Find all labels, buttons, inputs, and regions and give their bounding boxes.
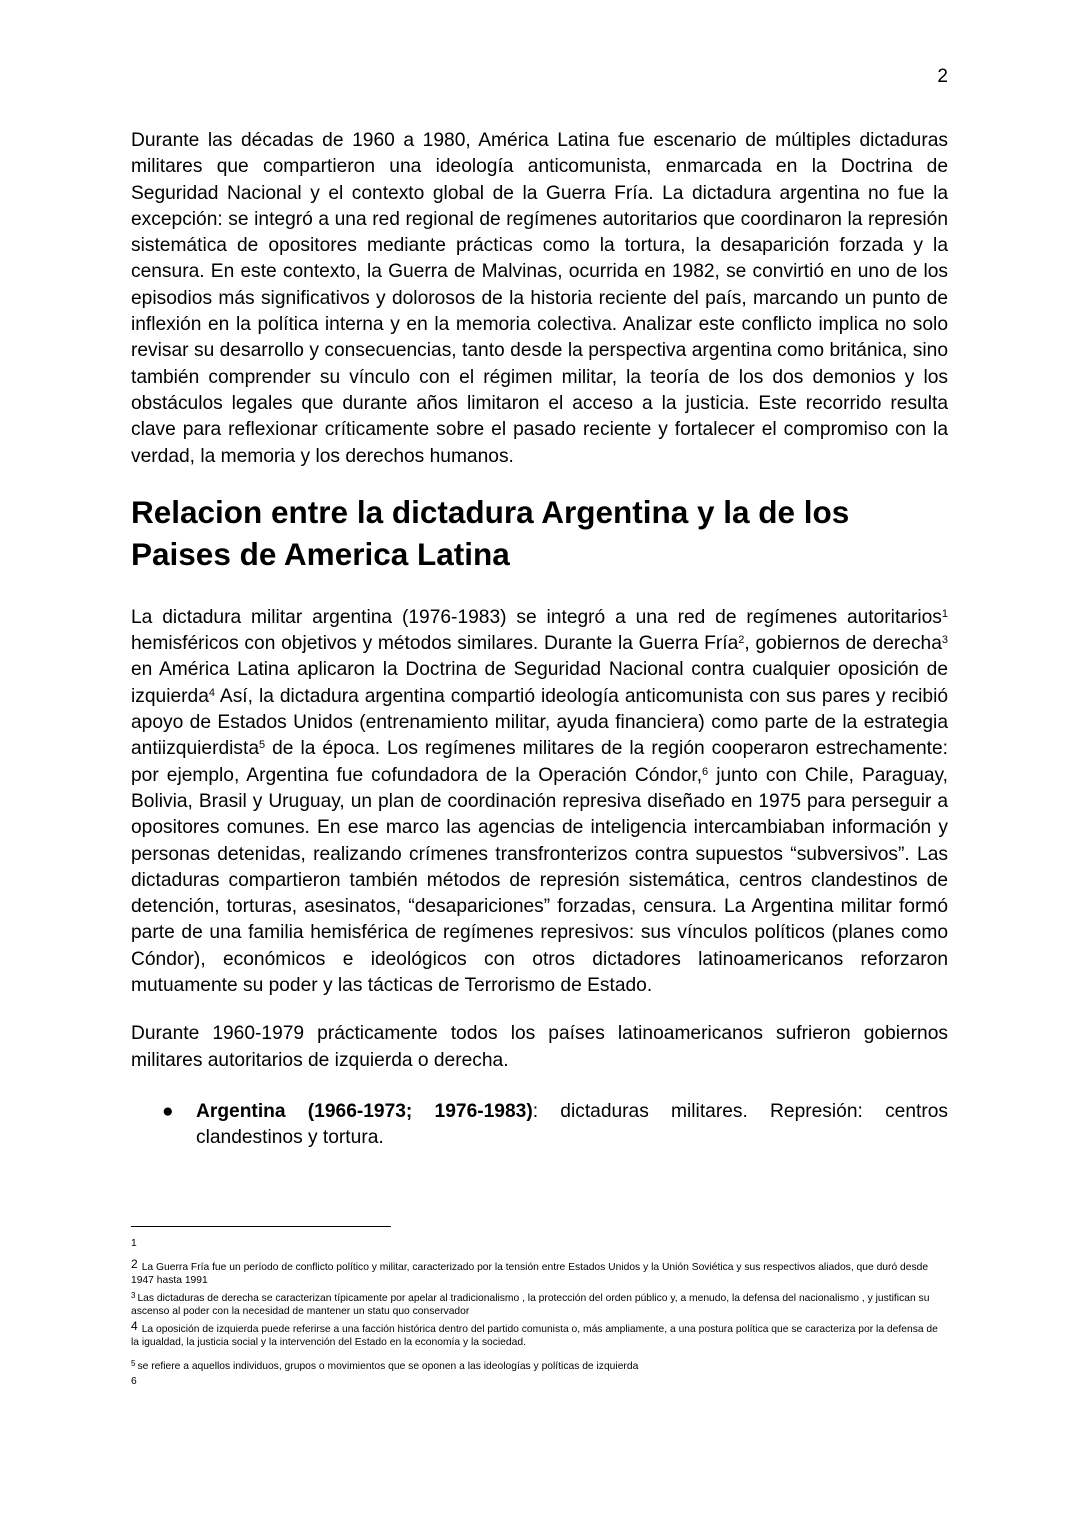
footnote-ref[interactable]: 6 xyxy=(702,765,709,778)
footnote-ref[interactable]: 1 xyxy=(941,607,948,620)
section-paragraph xyxy=(131,605,948,999)
footnote-number: 5 xyxy=(131,1359,136,1368)
section-heading: Relacion entre la dictadura Argentina y la de los Paises de America Latina xyxy=(131,493,850,572)
paragraph-text: hemisféricos con objetivos y métodos similares. Durante la Guerra Fría xyxy=(131,633,739,655)
footnote-ref[interactable]: 2 xyxy=(738,634,745,647)
paragraph-text: junto con Chile, Paraguay, Bolivia, Brasil y Uruguay, un plan de coordinación represiva diseñado en 1975 para perseguir a opositores comunes. En ese marco las agencias de inteligencia intercambiaban información y personas detenidas, realizando crímenes transfronterizos contra supuestos “subversivos”. Las dictaduras compartieron también métodos de represión sistemática, centros clandestinos de detención, torturas, asesinatos, “desapariciones” forzadas, censura. La Argentina militar formó parte de una familia hemisférica de regímenes represivos: sus vínculos políticos (planes como Cóndor), económicos e ideológicos con otros dictadores latinoamericanos reforzaron mutuamente su poder y las tácticas de Terrorismo de Estado. xyxy=(131,764,948,997)
paragraph-text: Así, la dictadura argentina compartió ideología anticomunista con sus pares y recibió apoyo de Estados Unidos (entrenamiento militar, ayuda financiera) como parte de la estrategia antiizquierdista xyxy=(131,685,948,760)
footnote xyxy=(131,1357,948,1373)
footnotes xyxy=(131,1226,948,1390)
footnote-text: La oposición de izquierda puede referirse a una facción histórica dentro del partido comunista o, más ampliamente, a una postura política que se caracteriza por la defensa de la igualdad, la justicia social y la intervención del Estado en la economía y la sociedad. xyxy=(131,1324,938,1348)
footnote-text: se refiere a aquellos individuos, grupos o movimientos que se oponen a las ideologías y políticas de izquierda xyxy=(137,1361,639,1372)
paragraph-text: en América Latina aplicaron la Doctrina de Seguridad Nacional contra cualquier oposición de izquierda xyxy=(131,659,948,707)
footnote-ref[interactable]: 3 xyxy=(941,634,949,647)
paragraph-text: La dictadura militar argentina (1976-1983) se integró a una red de regímenes autoritarios xyxy=(131,606,942,628)
page-number: 2 xyxy=(937,66,948,87)
footnote xyxy=(131,1375,948,1388)
footnote-number: 3 xyxy=(131,1291,136,1300)
footnote xyxy=(131,1258,948,1287)
footnote-ref[interactable]: 5 xyxy=(259,739,266,752)
paragraph-text: de la época. Los regímenes militares de la región cooperaron estrechamente: por ejemplo, Argentina fue cofundadora de la Operación Cóndor, xyxy=(131,738,948,786)
document-body xyxy=(131,128,948,1152)
footnote-divider xyxy=(131,1226,391,1227)
footnote-number: 4 xyxy=(131,1319,138,1333)
intro-paragraph: Durante las décadas de 1960 a 1980, América Latina fue escenario de múltiples dictaduras militares que compartieron una ideología anticomunista, enmarcada en la Doctrina de Seguridad Nacional y el contexto global de la Guerra Fría. La dictadura argentina no fue la excepción: se integró a una red regional de regímenes autoritarios que coordinaron la represión sistemática de opositores mediante prácticas como la tortura, la desaparición forzada y la censura. En este contexto, la Guerra de Malvinas, ocurrida en 1982, se convirtió en uno de los episodios más significativos y dolorosos de la historia reciente del país, marcando un punto de inflexión en la política interna y en la memoria colectiva. Analizar este conflicto implica no solo revisar su desarrollo y consecuencias, tanto desde la perspectiva argentina como británica, sino también comprender su vínculo con el régimen militar, la teoría de los dos demonios y los obstáculos legales que durante años limitaron el acceso a la justicia. Este recorrido resulta clave para reflexionar críticamente sobre el pasado reciente y fortalecer el compromiso con la verdad, la memoria y los derechos humanos. xyxy=(131,130,948,467)
paragraph-text: , gobiernos de derecha xyxy=(744,633,942,655)
footnote-number: 1 xyxy=(131,1238,137,1249)
bullet-icon: ● xyxy=(162,1100,174,1122)
list-item xyxy=(162,1099,948,1152)
footnote xyxy=(131,1320,948,1349)
footnote-number: 6 xyxy=(131,1376,137,1387)
footnote-number: 2 xyxy=(131,1257,138,1271)
footnote-text: La Guerra Fría fue un período de conflicto político y militar, caracterizado por la tensión entre Estados Unidos y la Unión Soviética y sus respectivos aliados, que duró desde 1947 hasta 1991 xyxy=(131,1262,929,1286)
list-item-title: Argentina (1966-1973; 1976-1983) xyxy=(196,1100,533,1122)
footnote xyxy=(131,1237,948,1250)
list-item-text: : dictaduras militares. Represión: centros clandestinos y tortura. xyxy=(196,1100,948,1149)
summary-paragraph: Durante 1960-1979 prácticamente todos los países latinoamericanos sufrieron gobiernos militares autoritarios de izquierda o derecha. xyxy=(131,1023,948,1071)
footnote-text: Las dictaduras de derecha se caracterizan típicamente por apelar al tradicionalismo , la protección del orden público y, a menudo, la defensa del nacionalismo , y justifican su ascenso al poder con la necesidad de mantener un statu quo conservador xyxy=(131,1293,930,1317)
footnote xyxy=(131,1289,948,1318)
bullet-list xyxy=(131,1099,948,1152)
footnote-ref[interactable]: 4 xyxy=(208,686,215,699)
